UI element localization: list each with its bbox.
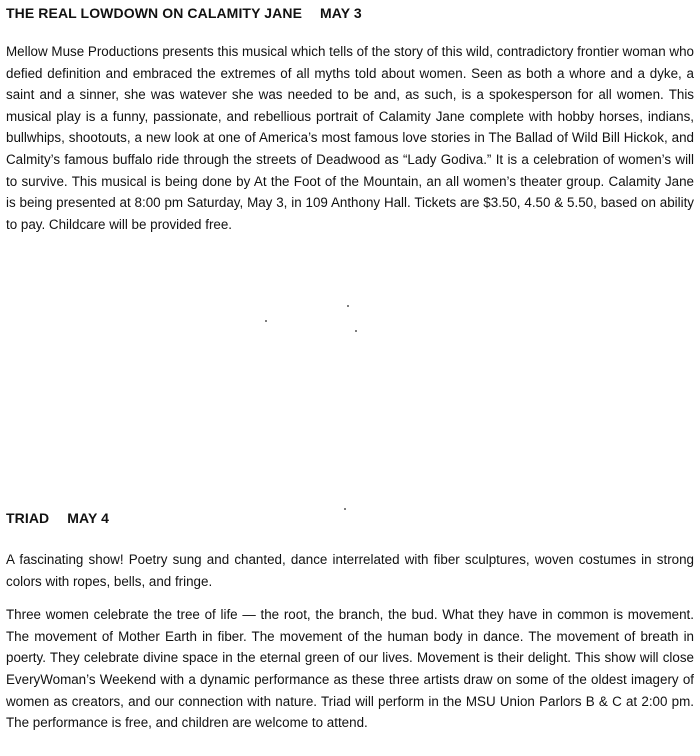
calamity-jane-date: MAY 3: [320, 5, 362, 21]
scan-speck: [265, 320, 267, 322]
calamity-jane-heading: [6, 3, 694, 23]
scan-speck: [355, 330, 357, 332]
triad-date: MAY 4: [67, 510, 110, 526]
triad-heading: [6, 508, 694, 528]
triad-section: [6, 508, 694, 734]
triad-title: TRIAD: [6, 510, 50, 526]
calamity-jane-section: [6, 3, 694, 235]
triad-description-paragraph: Three women celebrate the tree of life — the root, the branch, the bud. What they have in common is movement. The movement of Mother Earth in fiber. The movement of the human body in dance. The movement of breath in poerty. They celebrate divine space in the eternal green of our lives. Movement is their delight. This show will close EveryWoman’s Weekend with a dynamic performance as these three artists draw on some of the oldest imagery of women as creators, and our connection with nature. Triad will perform in the MSU Union Parlors B & C at 2:00 pm. The performance is free, and children are welcome to attend.: [6, 607, 694, 731]
triad-intro-paragraph: A fascinating show! Poetry sung and chanted, dance interrelated with fiber sculptures, woven costumes in strong colors with ropes, bells, and fringe.: [6, 552, 694, 589]
calamity-jane-description: Mellow Muse Productions presents this musical which tells of the story of this wild, contradictory frontier woman who defied definition and embraced the extremes of all myths told about women. Seen as both a whore and a dyke, a saint and a sinner, she was watever she was needed to be and, as such, is a spokesperson for all women. This musical play is a funny, passionate, and rebellious portrait of Calamity Jane complete with hobby horses, indians, bullwhips, shootouts, a new look at one of America’s most famous love stories in The Ballad of Wild Bill Hickok, and Calmity’s famous buffalo ride through the streets of Deadwood as “Lady Godiva.” It is a celebration of women’s will to survive. This musical is being done by At the Foot of the Mountain, an all women’s theater group. Calamity Jane is being presented at 8:00 pm Saturday, May 3, in 109 Anthony Hall. Tickets are $3.50, 4.50 & 5.50, based on ability to pay. Childcare will be provided free.: [6, 44, 694, 232]
scan-speck: [347, 305, 349, 307]
calamity-jane-title: THE REAL LOWDOWN ON CALAMITY JANE: [6, 5, 303, 21]
scan-speck: [344, 508, 346, 510]
